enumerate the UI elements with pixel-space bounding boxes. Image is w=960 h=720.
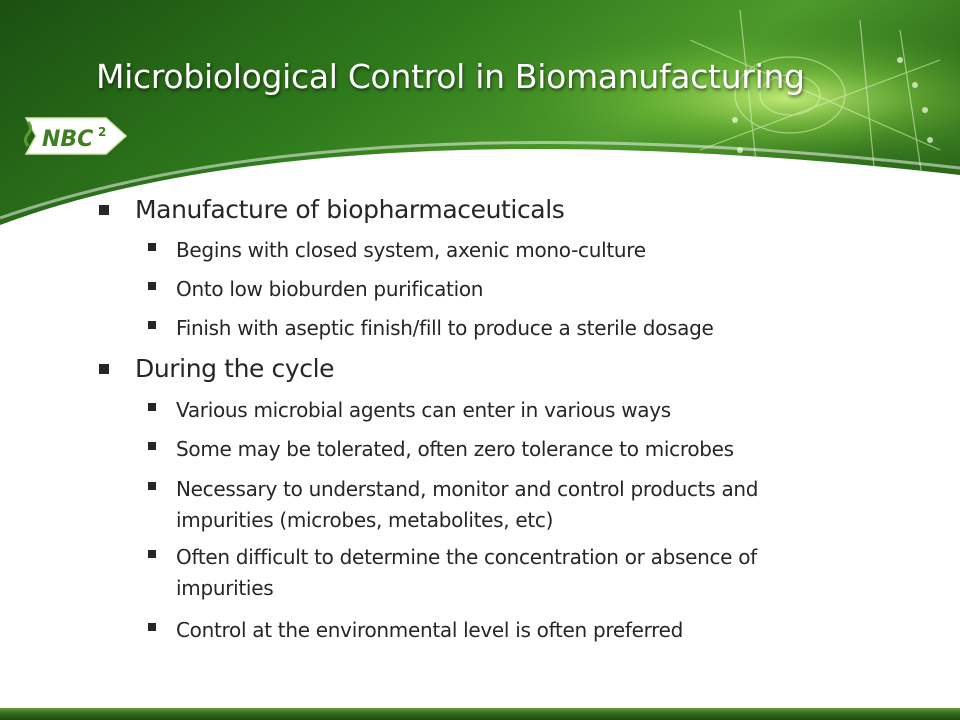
svg-text:NBC: NBC xyxy=(42,127,94,152)
square-bullet-icon xyxy=(148,243,156,251)
sub-bullet-text: Some may be tolerated, often zero tolerance to microbes xyxy=(176,437,734,461)
square-bullet-icon xyxy=(99,364,109,374)
square-bullet-icon xyxy=(148,403,156,411)
sub-bullet-text: Various microbial agents can enter in various ways xyxy=(176,398,671,422)
sub-bullet-text-line-2: impurities (microbes, metabolites, etc) xyxy=(176,508,554,532)
sub-bullet-text: Begins with closed system, axenic mono-culture xyxy=(176,238,646,262)
sub-bullet-text-line-1: Often difficult to determine the concentration or absence of xyxy=(176,545,757,569)
svg-text:2: 2 xyxy=(98,125,107,139)
square-bullet-icon xyxy=(148,321,156,329)
footer-bar xyxy=(0,708,960,720)
square-bullet-icon xyxy=(148,482,156,490)
square-bullet-icon xyxy=(148,282,156,290)
bullet-text: Manufacture of biopharmaceuticals xyxy=(135,195,565,224)
bullet-text: During the cycle xyxy=(135,354,335,383)
square-bullet-icon xyxy=(148,550,156,558)
slide-title: Microbiological Control in Biomanufacturing xyxy=(96,57,805,96)
sub-bullet-text-line-2: impurities xyxy=(176,576,274,600)
sub-bullet-text: Onto low bioburden purification xyxy=(176,277,484,301)
square-bullet-icon xyxy=(99,205,109,215)
square-bullet-icon xyxy=(148,623,156,631)
sub-bullet-text: Finish with aseptic finish/fill to produce a sterile dosage xyxy=(176,316,714,340)
sub-bullet-text-line-1: Necessary to understand, monitor and control products and xyxy=(176,477,759,501)
sub-bullet-text: Control at the environmental level is often preferred xyxy=(176,618,684,642)
square-bullet-icon xyxy=(148,442,156,450)
